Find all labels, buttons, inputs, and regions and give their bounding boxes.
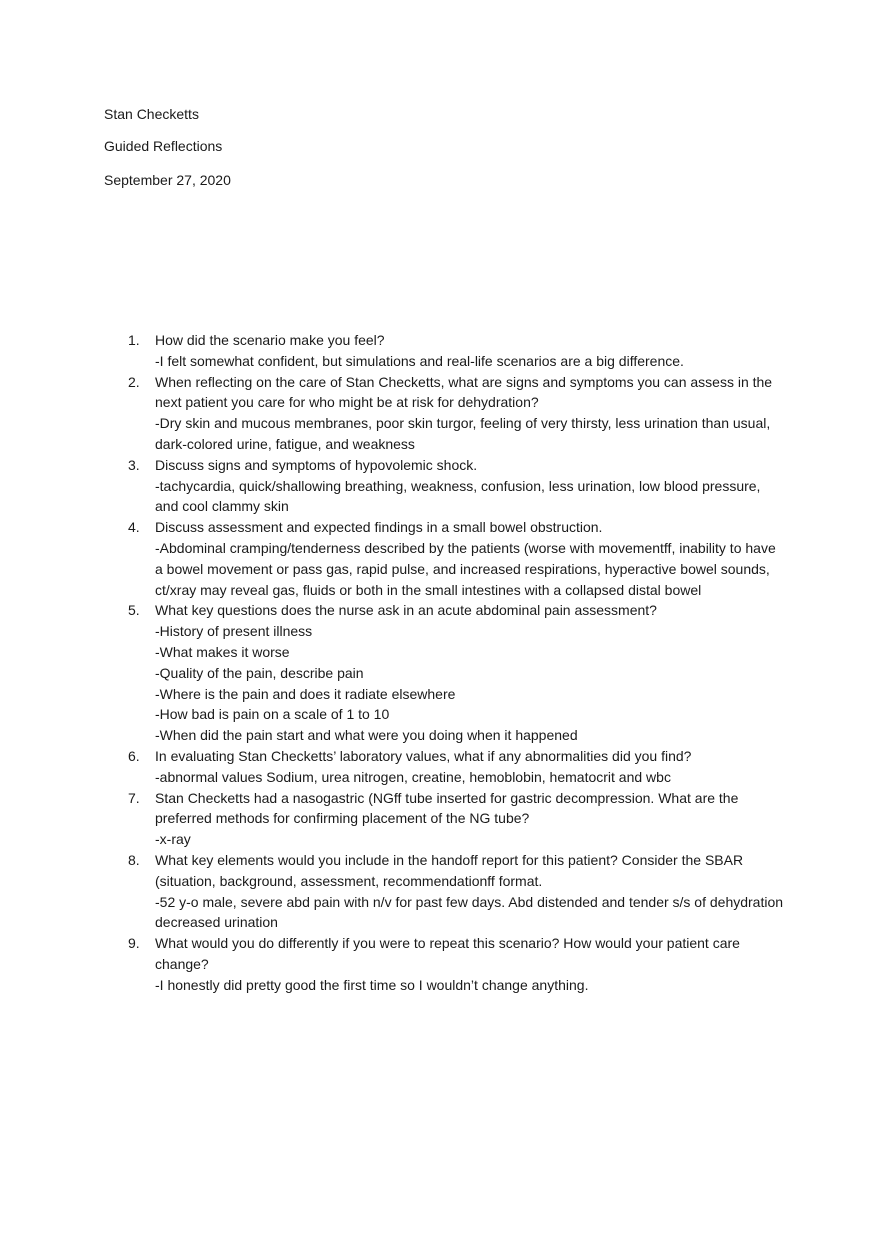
question-text: What would you do differently if you were to repeat this scenario? How would your patient care change? bbox=[155, 935, 740, 972]
question-text: How did the scenario make you feel? bbox=[155, 332, 385, 348]
question-text: When reflecting on the care of Stan Checketts, what are signs and symptoms you can assess in the next patient you care for who might be at risk for dehydration? bbox=[155, 373, 773, 411]
author-name: Stan Checketts bbox=[104, 106, 199, 122]
answer-text: -I honestly did pretty good the first time so I wouldn’t change anything. bbox=[155, 976, 589, 993]
question-number: 3. bbox=[128, 456, 140, 473]
question-item-4 bbox=[128, 517, 785, 600]
question-number: 7. bbox=[128, 789, 140, 806]
question-text: Stan Checketts had a nasogastric (NGff tube inserted for gastric decompression. What are the preferred methods for confirming placement of the NG tube? bbox=[155, 789, 739, 827]
answer-text: -Dry skin and mucous membranes, poor skin turgor, feeling of very thirsty, less urination than usual, dark-colored urine, fatigue, and weakness bbox=[155, 415, 771, 452]
question-text: Discuss assessment and expected findings in a small bowel obstruction. bbox=[155, 519, 603, 536]
answer-text: -History of present illness bbox=[155, 623, 313, 640]
question-item-2 bbox=[128, 372, 785, 455]
question-item-6 bbox=[128, 746, 785, 788]
question-text: Discuss signs and symptoms of hypovolemic shock. bbox=[155, 456, 478, 473]
answer-text: -abnormal values Sodium, urea nitrogen, creatine, hemoblobin, hematocrit and wbc bbox=[155, 768, 671, 785]
question-item-8 bbox=[128, 850, 785, 933]
question-number: 5. bbox=[128, 602, 140, 619]
answer-text: -What makes it worse bbox=[155, 643, 290, 660]
question-item-9 bbox=[128, 933, 785, 995]
answer-text: -Quality of the pain, describe pain bbox=[155, 664, 364, 681]
answer-text: -When did the pain start and what were you doing when it happened bbox=[155, 727, 578, 744]
question-number: 6. bbox=[128, 747, 140, 764]
answer-text: -52 y-o male, severe abd pain with n/v for past few days. Abd distended and tender s/s of dehydration decreased urination bbox=[155, 893, 784, 931]
answer-text: -x-ray bbox=[155, 831, 191, 848]
answer-text: -Where is the pain and does it radiate elsewhere bbox=[155, 685, 456, 702]
answer-text: -I felt somewhat confident, but simulations and real-life scenarios are a big difference. bbox=[155, 352, 684, 369]
question-number: 8. bbox=[128, 851, 140, 868]
document-title: Guided Reflections bbox=[104, 138, 223, 154]
document-date: September 27, 2020 bbox=[104, 172, 231, 188]
question-list bbox=[128, 330, 785, 996]
question-number: 1. bbox=[128, 332, 140, 348]
question-number: 9. bbox=[128, 935, 140, 952]
question-item-5 bbox=[128, 600, 785, 746]
question-item-7 bbox=[128, 788, 785, 850]
question-item-3 bbox=[128, 455, 785, 517]
question-text: What key elements would you include in the handoff report for this patient? Consider the SBAR (situation, background, assessment, recommendationff format. bbox=[155, 851, 744, 889]
question-number: 4. bbox=[128, 519, 140, 536]
answer-text: -How bad is pain on a scale of 1 to 10 bbox=[155, 706, 390, 723]
question-text: In evaluating Stan Checketts’ laboratory values, what if any abnormalities did you find? bbox=[155, 747, 692, 764]
answer-text: -Abdominal cramping/tenderness described by the patients (worse with movementff, inability to have a bowel movement or pass gas, rapid pulse, and increased respirations, hyperactive bowel sounds, ct/xray may reveal gas, fluids or both in the small intestines with a collapsed distal bowel bbox=[155, 539, 776, 598]
answer-text: -tachycardia, quick/shallowing breathing, weakness, confusion, less urination, low blood pressure, and cool clammy skin bbox=[155, 477, 761, 515]
question-item-1 bbox=[128, 330, 785, 372]
question-text: What key questions does the nurse ask in an acute abdominal pain assessment? bbox=[155, 602, 657, 619]
question-number: 2. bbox=[128, 373, 140, 390]
